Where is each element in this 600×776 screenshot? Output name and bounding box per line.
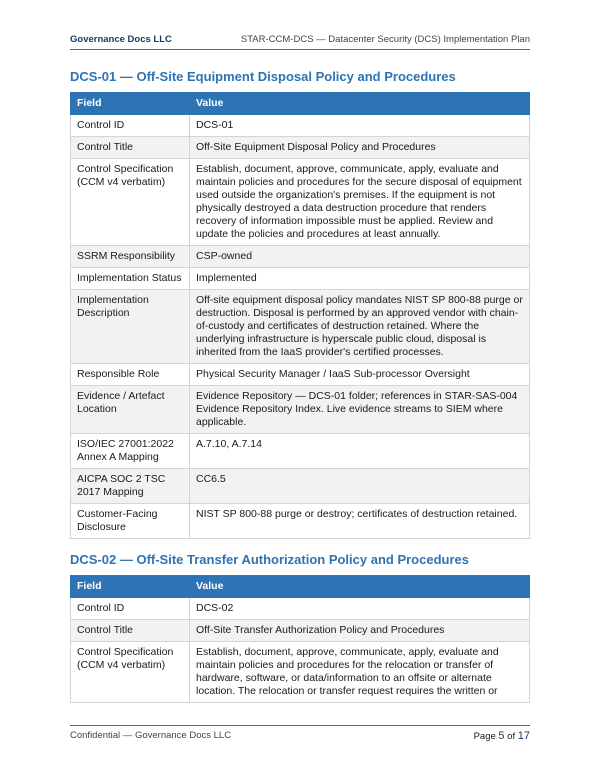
value-cell: Establish, document, approve, communicate, apply, evaluate and maintain policies and procedures for the relocation or transfer of hardware, software, or data/information to an offsite or alternate location. The relocation or transfer request requires the written or (190, 642, 530, 703)
value-cell: DCS-01 (190, 115, 530, 137)
header-doc-title: STAR-CCM-DCS — Datacenter Security (DCS) Implementation Plan (240, 34, 530, 45)
table-row (71, 115, 530, 137)
field-cell: Control Title (71, 620, 190, 642)
field-cell: Implementation Status (71, 268, 190, 290)
field-cell: Control ID (71, 115, 190, 137)
field-cell: Control Specification (CCM v4 verbatim) (71, 642, 190, 703)
value-cell: Establish, document, approve, communicate, apply, evaluate and maintain policies and procedures for the secure disposal of equipment used outside the organization's premises. If the equipment is not physically destroyed a data destruction procedure that renders recovery of information impossible must be applied. Review and update the policies and procedures at least annually. (190, 159, 530, 246)
table-row (71, 598, 530, 620)
table-row (71, 620, 530, 642)
page-total: 17 (517, 730, 530, 742)
page-word: Page (473, 731, 496, 742)
value-cell: NIST SP 800-88 purge or destroy; certificates of destruction retained. (190, 504, 530, 539)
section-heading-dcs-02: DCS-02 — Off-Site Transfer Authorization Policy and Procedures (70, 552, 469, 567)
column-header-value: Value (190, 93, 530, 115)
table-row (71, 642, 530, 703)
value-cell: Physical Security Manager / IaaS Sub-processor Oversight (190, 364, 530, 386)
table-row (71, 386, 530, 434)
table-row (71, 504, 530, 539)
value-cell: Off-Site Equipment Disposal Policy and Procedures (190, 137, 530, 159)
field-cell: Control Specification (CCM v4 verbatim) (71, 159, 190, 246)
value-cell: DCS-02 (190, 598, 530, 620)
value-cell: Off-Site Transfer Authorization Policy and Procedures (190, 620, 530, 642)
value-cell: Off-site equipment disposal policy mandates NIST SP 800-88 purge or destruction. Disposal is performed by an approved vendor with chain-of-custody and certificates of destruction retained. Where the underlying infrastructure is hyperscale public cloud, disposal is inherited from the IaaS provider's certified processes. (190, 290, 530, 364)
control-table-dcs-02 (70, 575, 530, 703)
table-row (71, 364, 530, 386)
field-cell: Responsible Role (71, 364, 190, 386)
header-org-name: Governance Docs LLC (70, 34, 172, 45)
value-cell: CC6.5 (190, 469, 530, 504)
field-cell: Implementation Description (71, 290, 190, 364)
page-of-word: of (507, 731, 516, 742)
page-current: 5 (498, 730, 505, 742)
page-number (474, 730, 530, 742)
table-row (71, 159, 530, 246)
section-heading-dcs-01: DCS-01 — Off-Site Equipment Disposal Policy and Procedures (70, 69, 456, 84)
table-row (71, 137, 530, 159)
value-cell: A.7.10, A.7.14 (190, 434, 530, 469)
column-header-value: Value (190, 576, 530, 598)
field-cell: AICPA SOC 2 TSC 2017 Mapping (71, 469, 190, 504)
page-header (70, 34, 530, 50)
page-footer (70, 725, 530, 742)
field-cell: Customer-Facing Disclosure (71, 504, 190, 539)
footer-confidential: Confidential — Governance Docs LLC (70, 730, 232, 741)
field-cell: Control Title (71, 137, 190, 159)
field-cell: Control ID (71, 598, 190, 620)
column-header-field: Field (71, 93, 190, 115)
field-cell: Evidence / Artefact Location (71, 386, 190, 434)
table-row (71, 290, 530, 364)
table-header-row (71, 93, 530, 115)
table-row (71, 469, 530, 504)
field-cell: SSRM Responsibility (71, 246, 190, 268)
table-row (71, 246, 530, 268)
value-cell: Implemented (190, 268, 530, 290)
field-cell: ISO/IEC 27001:2022 Annex A Mapping (71, 434, 190, 469)
table-row (71, 434, 530, 469)
column-header-field: Field (71, 576, 190, 598)
value-cell: Evidence Repository — DCS-01 folder; references in STAR-SAS-004 Evidence Repository Index. Live evidence streams to SIEM where applicable. (190, 386, 530, 434)
table-row (71, 268, 530, 290)
control-table-dcs-01 (70, 92, 530, 539)
table-header-row (71, 576, 530, 598)
value-cell: CSP-owned (190, 246, 530, 268)
